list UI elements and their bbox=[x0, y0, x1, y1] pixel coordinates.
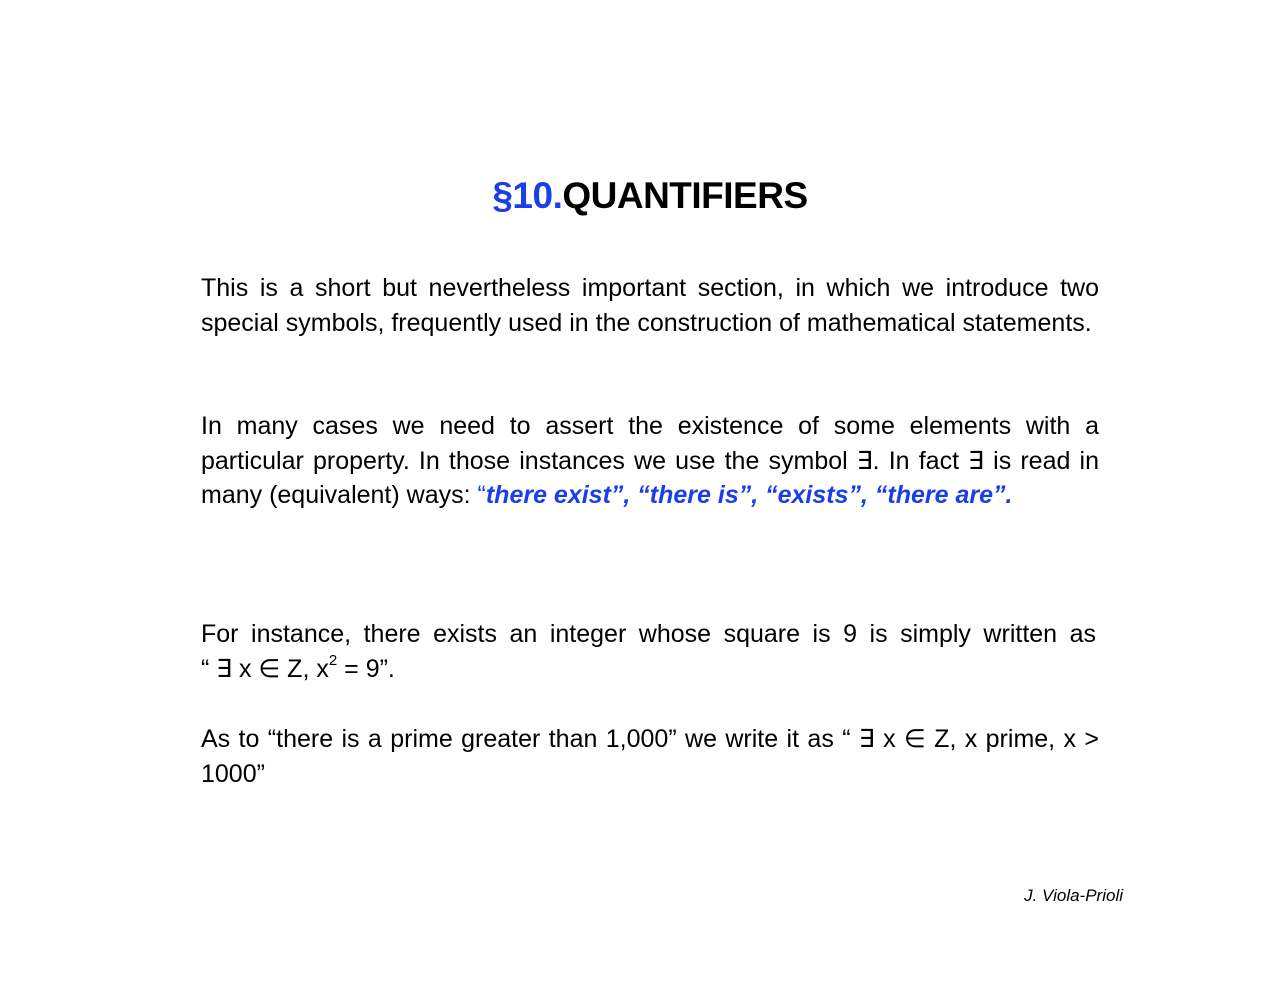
paragraph-example-square bbox=[201, 617, 1096, 686]
slide-title bbox=[0, 172, 1280, 220]
section-number: §10. bbox=[492, 175, 563, 216]
existential-readings: there exist”, “there is”, “exists”, “there are”. bbox=[485, 481, 1013, 509]
section-title: QUANTIFIERS bbox=[562, 175, 808, 216]
paragraph-existential bbox=[201, 409, 1099, 513]
formula-text: “ ∃ x ∈ Z, x bbox=[201, 654, 329, 683]
quote-mark: “ bbox=[477, 481, 486, 509]
formula-exponent: 2 bbox=[328, 652, 338, 670]
example-square-line1: For instance, there exists an integer whose square is 9 is simply written as bbox=[201, 620, 1096, 648]
formula-text-end: = 9”. bbox=[337, 654, 395, 683]
paragraph-existential-text: In many cases we need to assert the existence of some elements with a particular property. In those instances we use the symbol ∃. In fact ∃ is read in many (equivalent) ways: bbox=[201, 412, 1099, 509]
paragraph-intro: This is a short but nevertheless important section, in which we introduce two special symbols, frequently used in the construction of mathematical statements. bbox=[201, 274, 1099, 337]
author-credit: J. Viola-Prioli bbox=[1024, 886, 1123, 905]
paragraph-example-prime: As to “there is a prime greater than 1,000” we write it as “ ∃ x ∈ Z, x prime, x > 1000” bbox=[201, 725, 1099, 788]
example-square-formula bbox=[201, 652, 1096, 687]
